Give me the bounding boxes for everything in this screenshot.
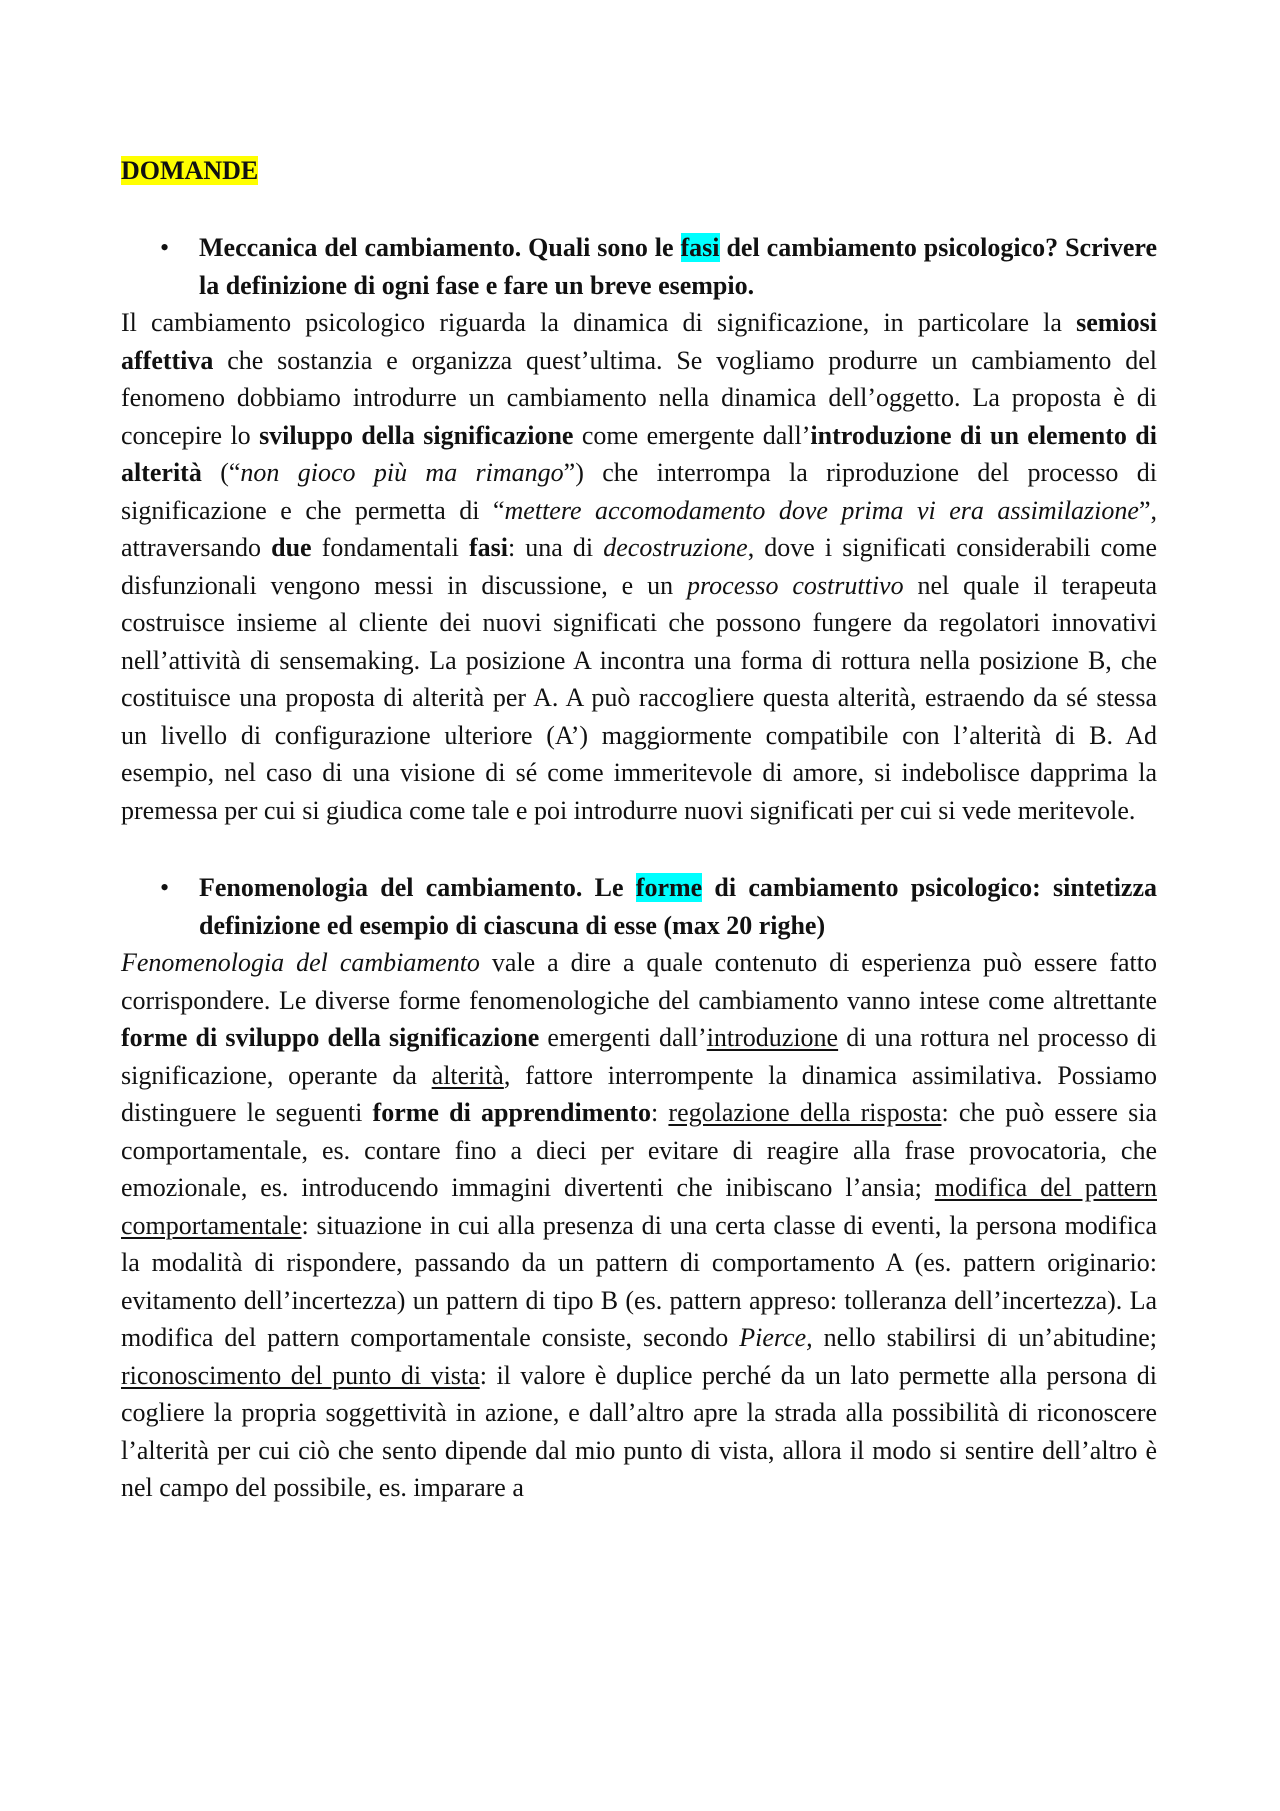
text-run: Il cambiamento psicologico riguarda la dinamica di significazione, in particolare la	[121, 308, 1077, 337]
question-2	[121, 869, 1157, 944]
text-run: fondamentali	[311, 533, 469, 562]
bold-run: forme di sviluppo della significazione	[121, 1023, 540, 1052]
q1-part-b: del cambiamento psicologico? Scrivere la definizione di ogni fase e fare un breve esempio.	[199, 233, 1157, 300]
italic-run: processo costruttivo	[687, 570, 904, 600]
q2-highlight: forme	[635, 873, 703, 902]
italic-run: non gioco più ma rimango	[240, 458, 564, 487]
bullet-icon: •	[160, 233, 170, 262]
q2-part-b: di cambiamento psicologico: sintetizza definizione ed esempio di ciascuna di esse (max 20 righe)	[199, 873, 1157, 940]
answer-2-paragraph	[121, 944, 1157, 1507]
question-2-text	[199, 869, 1157, 944]
bold-run: forme di apprendimento	[372, 1098, 651, 1127]
text-run: nel quale il terapeuta costruisce insieme al cliente dei nuovi significati che possono fungere da regolatori innovativi nell’attività di sensemaking. La posizione A incontra una forma di rottura nella posizione B, che costituisce una proposta di alterità per A. A può raccogliere questa alterità, estraendo da sé stessa un livello di configurazione ulteriore (A’) maggiormente compatibile con l’alterità di B. Ad esempio, nel caso di una visione di sé come immeritevole di amore, si indebolisce dapprima la premessa per cui si giudica come tale e poi introdurre nuovi significati per cui si vede meritevole.	[121, 570, 1157, 825]
italic-run: Pierce,	[739, 1323, 813, 1352]
text-run: ”) che interrompa la riproduzione del processo di significazione e che permetta di “	[121, 458, 1157, 525]
text-run: nello stabilirsi di un’abitudine;	[812, 1323, 1157, 1352]
bold-run: due	[271, 533, 312, 562]
text-run: , dove i significati considerabili come disfunzionali vengono messi in discussione, e un	[121, 533, 1157, 600]
text-run: : situazione in cui alla presenza di una certa classe di eventi, la persona modifica la modalità di rispondere, passando da un pattern di comportamento A (es. pattern originario: evitamento dell’incertezza) un pattern di tipo B (es. pattern appreso: tolleranza dell’incertezza). La modifica del pattern comportamentale consiste, secondo	[121, 1210, 1157, 1352]
underlined-run: riconoscimento del punto di vista	[121, 1360, 480, 1390]
text-run: :	[651, 1098, 669, 1127]
bold-run: fasi	[468, 533, 508, 562]
underlined-run: introduzione	[706, 1023, 839, 1052]
question-1	[121, 229, 1157, 304]
q1-highlight: fasi	[680, 233, 720, 262]
text-run: vale a dire a quale contenuto di esperienza può essere fatto corrispondere. Le diverse forme fenomenologiche del cambiamento vanno intese come altrettante	[121, 948, 1157, 1015]
text-run: : il valore è duplice perché da un lato permette alla persona di cogliere la propria soggettività in azione, e dall’altro apre la strada alla possibilità di riconoscere l’alterità per cui ciò che sento dipende dal mio punto di vista, allora il modo si sentire dell’altro è nel campo del possibile, es. imparare a	[121, 1360, 1158, 1502]
underlined-run: alterità	[431, 1060, 504, 1090]
text-run: come emergente dall’	[573, 420, 811, 450]
bullet-icon: •	[160, 873, 170, 902]
text-run: , fattore interrompente la dinamica assimilativa. Possiamo distinguere le seguenti	[121, 1060, 1157, 1127]
bold-run: semiosi affettiva	[121, 308, 1157, 375]
text-run: emergenti dall’	[539, 1023, 707, 1052]
title-text: DOMANDE	[121, 156, 259, 185]
text-run: : una di	[507, 533, 604, 562]
underlined-run: modifica del pattern comportamentale	[121, 1173, 1157, 1240]
italic-run: Fenomenologia del cambiamento	[121, 948, 480, 977]
text-run: ”, attraversando	[121, 495, 1157, 562]
question-1-text	[199, 229, 1157, 304]
text-run: : che può essere sia comportamentale, es. contare fino a dieci per evitare di reagire alla frase provocatoria, che emozionale, es. introducendo immagini divertenti che inibiscano l’ansia;	[121, 1098, 1157, 1202]
document-body	[121, 152, 1157, 1507]
bold-run: sviluppo della significazione	[259, 420, 574, 450]
section-title	[121, 152, 1157, 189]
q1-part-a: Meccanica del cambiamento. Quali sono le	[199, 233, 681, 262]
text-run: che sostanzia e organizza quest’ultima. Se vogliamo produrre un cambiamento del fenomeno dobbiamo introdurre un cambiamento nella dinamica dell’oggetto. La proposta è di concepire lo	[121, 345, 1157, 450]
italic-run: mettere accomodamento dove prima vi era assimilazione	[504, 495, 1139, 525]
answer-1-paragraph	[121, 304, 1157, 829]
text-run: (“	[201, 458, 241, 487]
text-run: di una rottura nel processo di significazione, operante da	[121, 1023, 1158, 1090]
q2-part-a: Fenomenologia del cambiamento. Le	[199, 873, 636, 902]
underlined-run: regolazione della risposta	[668, 1098, 942, 1127]
italic-run: decostruzione	[603, 533, 748, 562]
bold-run: introduzione di un elemento di alterità	[121, 420, 1157, 487]
